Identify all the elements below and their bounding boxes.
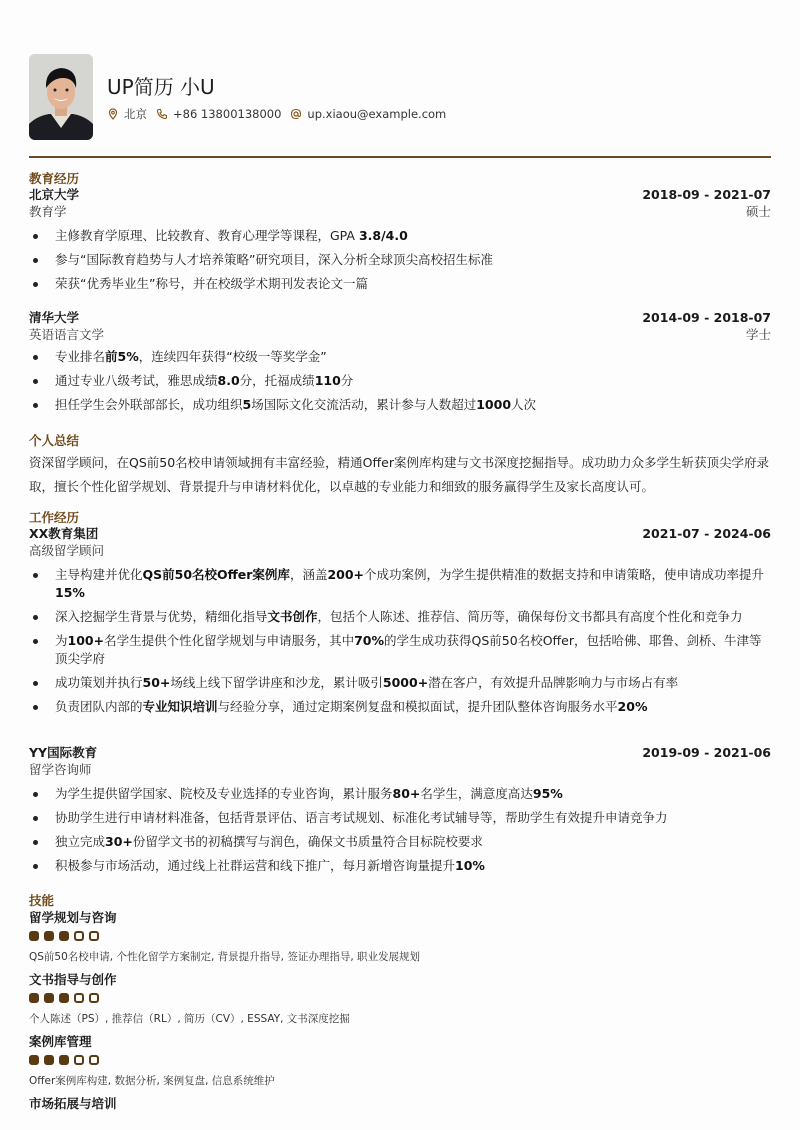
list-item: 担任学生会外联部部长，成功组织5场国际文化交流活动，累计参与人数超过1000人次 [29,396,771,414]
resume-header [29,54,455,140]
rating-dot-empty [89,1055,99,1065]
list-item: 负责团队内部的专业知识培训与经验分享，通过定期案例复盘和模拟面试，提升团队整体咨询服务水平20% [29,698,771,716]
contact-location: 北京 [107,106,147,122]
date-range: 2014-09 - 2018-07 [642,310,771,325]
phone-icon [156,108,168,120]
skill-description: 个人陈述（PS）, 推荐信（RL）, 简历（CV）, ESSAY, 文书深度挖掘 [29,1013,350,1025]
contact-info [107,106,455,122]
job-title: 留学咨询师 [29,762,92,777]
degree: 学士 [745,327,771,342]
skill-description: QS前50名校申请, 个性化留学方案制定, 背景提升指导, 签证办理指导, 职业发展规划 [29,951,420,963]
list-item: 独立完成30+份留学文书的初稿撰写与润色，确保文书质量符合目标院校要求 [29,833,771,851]
skill-item [29,1095,771,1113]
rating-dot-empty [74,993,84,1003]
skill-item [29,1033,771,1089]
skills-section [29,893,771,1119]
rating-dot-filled [29,1055,39,1065]
rating-dot-empty [74,1055,84,1065]
work-item [29,745,771,881]
skill-name: 留学规划与咨询 [29,910,117,925]
list-item: 为学生提供留学国家、院校及专业选择的专业咨询，累计服务80+名学生，满意度高达95% [29,785,771,803]
list-item: 深入挖掘学生背景与优势，精细化指导文书创作，包括个人陈述、推荐信、简历等，确保每份文书都具有高度个性化和竞争力 [29,608,771,626]
work-item [29,526,771,716]
skill-name: 案例库管理 [29,1034,92,1049]
section-title-work: 工作经历 [29,510,80,525]
list-item: 成功策划并执行50+场线上线下留学讲座和沙龙，累计吸引5000+潜在客户，有效提升品牌影响力与市场占有率 [29,674,771,692]
skill-name: 市场拓展与培训 [29,1096,117,1111]
date-range: 2021-07 - 2024-06 [642,526,771,541]
list-item: 通过专业八级考试，雅思成绩8.0分，托福成绩110分 [29,372,771,390]
major: 教育学 [29,204,67,219]
header-divider [29,156,771,158]
summary-text: 资深留学顾问，在QS前50名校申请领域拥有丰富经验，精通Offer案例库构建与文书深度挖掘指导。成功助力众多学生斩获顶尖学府录取，擅长个性化留学规划、背景提升与申请材料优化，以卓越的专业能力和细致的服务赢得学生及家长高度认可。 [29,455,769,494]
contact-phone: +86 13800138000 [156,107,281,121]
list-item: 参与“国际教育趋势与人才培养策略”研究项目，深入分析全球顶尖高校招生标准 [29,251,771,269]
rating-dot-filled [29,993,39,1003]
job-title: 高级留学顾问 [29,543,105,558]
list-item: 荣获“优秀毕业生”称号，并在校级学术期刊发表论文一篇 [29,275,771,293]
skill-item [29,909,771,965]
rating-dot-empty [74,931,84,941]
rating-dot-filled [29,931,39,941]
list-item: 协助学生进行申请材料准备，包括背景评估、语言考试规划、标准化考试辅导等，帮助学生有效提升申请竞争力 [29,809,771,827]
candidate-name: UP简历 小U [107,75,215,99]
skill-level-rating [29,993,771,1005]
map-pin-icon [107,108,119,120]
rating-dot-filled [59,931,69,941]
rating-dot-filled [59,1055,69,1065]
school-name: 北京大学 [29,187,80,202]
school-name: 清华大学 [29,310,80,325]
major: 英语语言文学 [29,327,105,342]
date-range: 2019-09 - 2021-06 [642,745,771,760]
education-section [29,171,771,299]
section-title-summary: 个人总结 [29,433,80,448]
section-title-skills: 技能 [29,893,55,908]
list-item: 积极参与市场活动，通过线上社群运营和线下推广，每月新增咨询量提升10% [29,857,771,875]
rating-dot-filled [59,993,69,1003]
company-name: YY国际教育 [29,745,98,760]
rating-dot-empty [89,993,99,1003]
education-item [29,187,771,293]
list-item: 专业排名前5%，连续四年获得“校级一等奖学金” [29,348,771,366]
skill-item [29,971,771,1027]
avatar [29,54,93,140]
list-item: 为100+名学生提供个性化留学规划与申请服务，其中70%的学生成功获得QS前50名校Offer，包括哈佛、耶鲁、剑桥、牛津等顶尖学府 [29,632,771,668]
skill-level-rating [29,931,771,943]
list-item: 主修教育学原理、比较教育、教育心理学等课程，GPA 3.8/4.0 [29,227,771,245]
work-section [29,510,771,722]
rating-dot-filled [44,1055,54,1065]
skill-name: 文书指导与创作 [29,972,117,987]
education-item [29,310,771,420]
contact-email: up.xiaou@example.com [290,107,446,121]
company-name: XX教育集团 [29,526,99,541]
list-item: 主导构建并优化QS前50名校Offer案例库，涵盖200+个成功案例，为学生提供精准的数据支持和申请策略，使申请成功率提升15% [29,566,771,602]
skill-description: Offer案例库构建, 数据分析, 案例复盘, 信息系统维护 [29,1075,275,1087]
at-sign-icon [290,108,302,120]
summary-section [29,433,771,499]
rating-dot-filled [44,993,54,1003]
degree: 硕士 [745,204,771,219]
date-range: 2018-09 - 2021-07 [642,187,771,202]
rating-dot-empty [89,931,99,941]
section-title-education: 教育经历 [29,171,80,186]
rating-dot-filled [44,931,54,941]
skill-level-rating [29,1055,771,1067]
